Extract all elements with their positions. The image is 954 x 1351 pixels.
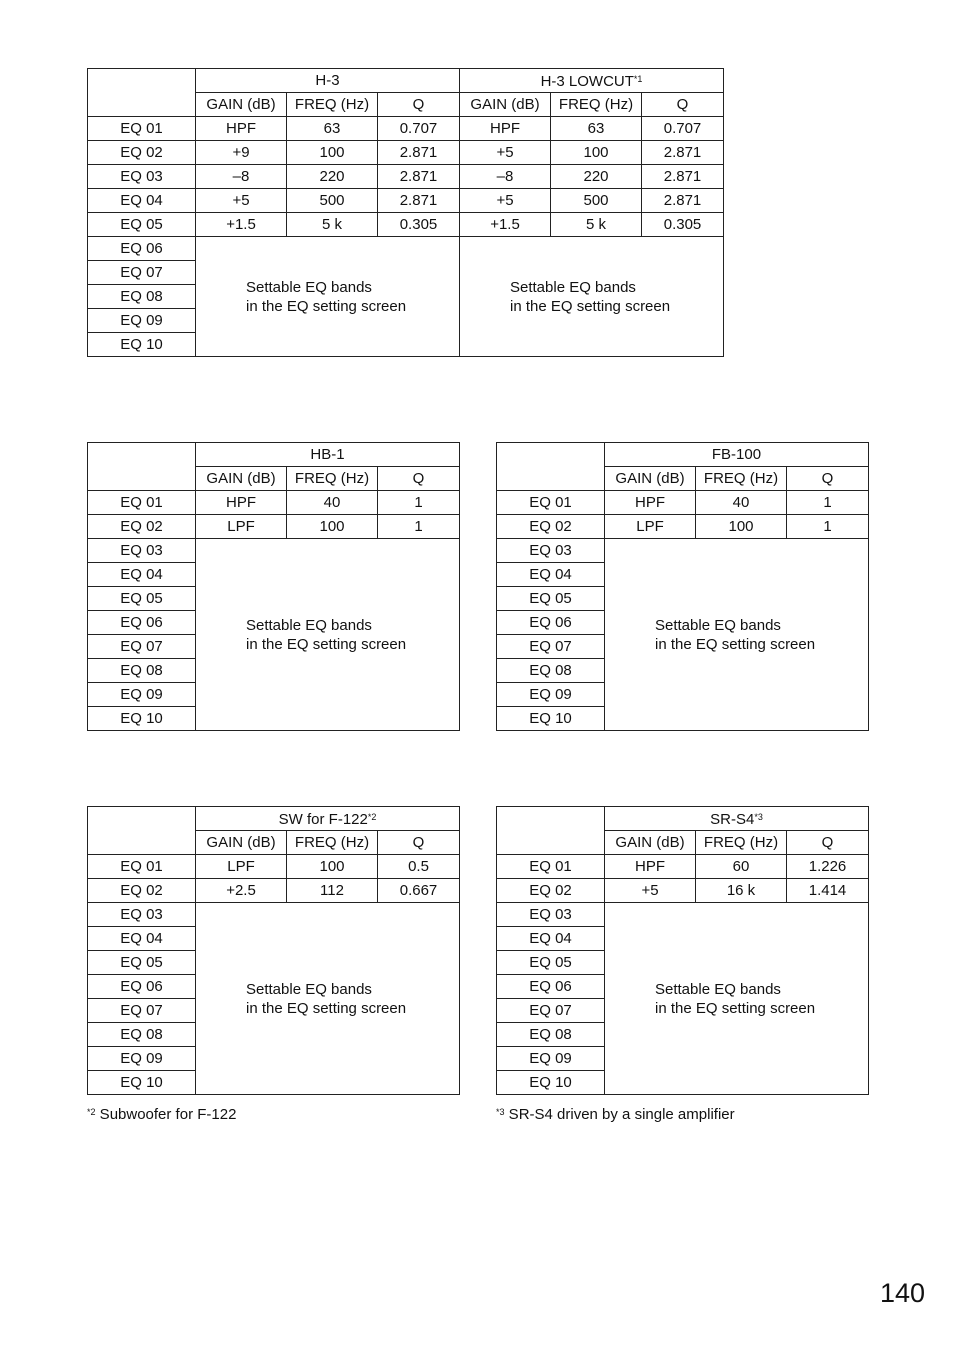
- model-title-h3-lowcut: [460, 69, 724, 93]
- cell-value: 1: [787, 515, 869, 539]
- sw-f122-eq-table: [87, 806, 460, 1095]
- model-title-h3-text: H-3: [315, 71, 340, 89]
- model-title-sw-mark: *2: [367, 812, 377, 822]
- row-label: EQ 04: [497, 563, 605, 587]
- cell-value: 220: [287, 165, 378, 189]
- column-header-freq: FREQ (Hz): [287, 831, 378, 855]
- title-row: [88, 443, 460, 467]
- settable-line-1: Settable EQ bands: [655, 980, 781, 998]
- row-label: EQ 08: [497, 1023, 605, 1047]
- row-label: EQ 03: [88, 903, 196, 927]
- row-label: EQ 06: [497, 611, 605, 635]
- cell-value: LPF: [196, 855, 287, 879]
- cell-value: 5 k: [551, 213, 642, 237]
- settable-line-1: Settable EQ bands: [655, 616, 781, 634]
- cell-value: 1: [787, 491, 869, 515]
- row-label: EQ 02: [88, 879, 196, 903]
- model-title-hb1-text: HB-1: [310, 445, 345, 463]
- cell-value: 112: [287, 879, 378, 903]
- row-label: EQ 04: [88, 563, 196, 587]
- row-label: EQ 01: [497, 491, 605, 515]
- column-header-freq: FREQ (Hz): [551, 93, 642, 117]
- column-header-q: Q: [378, 831, 460, 855]
- row-label: EQ 02: [88, 515, 196, 539]
- row-label: EQ 02: [497, 879, 605, 903]
- row-label: EQ 07: [497, 999, 605, 1023]
- title-row: [88, 69, 724, 93]
- table-row: [497, 491, 869, 515]
- row-label: EQ 10: [497, 1071, 605, 1095]
- footnote-2-text: Subwoofer for F-122: [95, 1106, 237, 1123]
- settable-line-1: Settable EQ bands: [246, 980, 372, 998]
- cell-value: LPF: [196, 515, 287, 539]
- column-header-q: Q: [642, 93, 724, 117]
- footnote-2: [87, 1106, 236, 1123]
- row-label: EQ 09: [88, 1047, 196, 1071]
- settable-bands-note: [196, 237, 460, 357]
- table-row: [88, 903, 460, 927]
- cell-value: 40: [696, 491, 787, 515]
- table-row: [88, 855, 460, 879]
- row-label: EQ 05: [88, 951, 196, 975]
- cell-value: 0.305: [642, 213, 724, 237]
- column-header-q: Q: [787, 467, 869, 491]
- cell-value: +9: [196, 141, 287, 165]
- h3-eq-table: [87, 68, 724, 357]
- row-label: EQ 03: [88, 165, 196, 189]
- cell-value: +1.5: [460, 213, 551, 237]
- footnote-3-mark: *3: [496, 1107, 505, 1117]
- model-title-h3-lowcut-mark: *1: [633, 74, 643, 84]
- fb100-eq-table: [496, 442, 869, 731]
- row-label: EQ 06: [497, 975, 605, 999]
- cell-value: 100: [287, 855, 378, 879]
- row-label: EQ 10: [88, 1071, 196, 1095]
- table-row: [88, 165, 724, 189]
- cell-value: 100: [696, 515, 787, 539]
- table-row: [88, 141, 724, 165]
- settable-bands-note: [196, 903, 460, 1095]
- row-label: EQ 05: [497, 951, 605, 975]
- table-row: [88, 189, 724, 213]
- table-row: [88, 117, 724, 141]
- cell-value: 16 k: [696, 879, 787, 903]
- cell-value: +1.5: [196, 213, 287, 237]
- row-label: EQ 03: [497, 539, 605, 563]
- model-title-srs4-mark: *3: [754, 812, 763, 822]
- cell-value: 500: [551, 189, 642, 213]
- cell-value: 0.707: [642, 117, 724, 141]
- row-label: EQ 05: [88, 587, 196, 611]
- row-label: EQ 08: [88, 285, 196, 309]
- row-label: EQ 04: [497, 927, 605, 951]
- row-label: EQ 02: [88, 141, 196, 165]
- model-title-srs4: [605, 807, 869, 831]
- table-row: [88, 491, 460, 515]
- footnote-3: [496, 1106, 735, 1123]
- cell-value: –8: [460, 165, 551, 189]
- row-label: EQ 10: [88, 333, 196, 357]
- column-header-gain: GAIN (dB): [196, 467, 287, 491]
- table-row: [88, 213, 724, 237]
- cell-value: HPF: [605, 855, 696, 879]
- column-header-gain: GAIN (dB): [605, 831, 696, 855]
- column-header-q: Q: [378, 467, 460, 491]
- cell-value: +5: [605, 879, 696, 903]
- cell-value: 1.226: [787, 855, 869, 879]
- cell-value: 5 k: [287, 213, 378, 237]
- model-title-fb100: [605, 443, 869, 467]
- row-label: EQ 07: [88, 635, 196, 659]
- model-title-sw: [196, 807, 460, 831]
- row-label: EQ 02: [497, 515, 605, 539]
- corner-cell: [88, 69, 196, 117]
- row-label: EQ 01: [88, 117, 196, 141]
- column-header-freq: FREQ (Hz): [287, 93, 378, 117]
- table-row: [497, 903, 869, 927]
- settable-line-2: in the EQ setting screen: [246, 297, 407, 315]
- model-title-h3-lowcut-text: H-3 LOWCUT: [540, 73, 634, 90]
- row-label: EQ 04: [88, 927, 196, 951]
- row-label: EQ 04: [88, 189, 196, 213]
- settable-line-1: Settable EQ bands: [510, 278, 636, 296]
- cell-value: 1: [378, 515, 460, 539]
- cell-value: 0.667: [378, 879, 460, 903]
- column-header-gain: GAIN (dB): [605, 467, 696, 491]
- row-label: EQ 07: [497, 635, 605, 659]
- row-label: EQ 10: [88, 707, 196, 731]
- cell-value: 1: [378, 491, 460, 515]
- settable-line-1: Settable EQ bands: [246, 616, 372, 634]
- settable-bands-note: [196, 539, 460, 731]
- cell-value: 60: [696, 855, 787, 879]
- row-label: EQ 08: [88, 659, 196, 683]
- settable-line-2: in the EQ setting screen: [246, 635, 407, 653]
- column-header-freq: FREQ (Hz): [696, 467, 787, 491]
- page-number: 140: [879, 1278, 925, 1308]
- cell-value: HPF: [196, 491, 287, 515]
- model-title-sw-text: SW for F-122: [278, 811, 368, 828]
- row-label: EQ 05: [88, 213, 196, 237]
- row-label: EQ 01: [497, 855, 605, 879]
- row-label: EQ 05: [497, 587, 605, 611]
- cell-value: 100: [551, 141, 642, 165]
- column-header-gain: GAIN (dB): [460, 93, 551, 117]
- row-label: EQ 08: [497, 659, 605, 683]
- column-header-q: Q: [378, 93, 460, 117]
- title-row: [497, 443, 869, 467]
- row-label: EQ 01: [88, 491, 196, 515]
- cell-value: 63: [551, 117, 642, 141]
- cell-value: 100: [287, 141, 378, 165]
- column-header-gain: GAIN (dB): [196, 93, 287, 117]
- title-row: [497, 807, 869, 831]
- cell-value: 2.871: [642, 189, 724, 213]
- table-row: [497, 879, 869, 903]
- cell-value: 500: [287, 189, 378, 213]
- settable-line-2: in the EQ setting screen: [510, 297, 671, 315]
- cell-value: 0.5: [378, 855, 460, 879]
- footnote-3-text: SR-S4 driven by a single amplifier: [504, 1106, 735, 1123]
- column-header-freq: FREQ (Hz): [287, 467, 378, 491]
- cell-value: 2.871: [378, 165, 460, 189]
- row-label: EQ 08: [88, 1023, 196, 1047]
- row-label: EQ 07: [88, 999, 196, 1023]
- hb1-eq-table: [87, 442, 460, 731]
- row-label: EQ 06: [88, 611, 196, 635]
- cell-value: 1.414: [787, 879, 869, 903]
- row-label: EQ 06: [88, 975, 196, 999]
- cell-value: 0.707: [378, 117, 460, 141]
- table-row: [88, 237, 724, 261]
- corner-cell: [88, 807, 196, 855]
- cell-value: 40: [287, 491, 378, 515]
- column-header-q: Q: [787, 831, 869, 855]
- footnote-2-mark: *2: [87, 1107, 96, 1117]
- settable-bands-note: [605, 903, 869, 1095]
- table-row: [497, 539, 869, 563]
- row-label: EQ 01: [88, 855, 196, 879]
- settable-line-2: in the EQ setting screen: [655, 999, 816, 1017]
- cell-value: +5: [460, 141, 551, 165]
- cell-value: –8: [196, 165, 287, 189]
- settable-line-1: Settable EQ bands: [246, 278, 372, 296]
- cell-value: 2.871: [378, 141, 460, 165]
- cell-value: LPF: [605, 515, 696, 539]
- row-label: EQ 09: [497, 683, 605, 707]
- table-row: [497, 855, 869, 879]
- cell-value: HPF: [460, 117, 551, 141]
- cell-value: HPF: [196, 117, 287, 141]
- cell-value: +2.5: [196, 879, 287, 903]
- table-row: [497, 515, 869, 539]
- cell-value: 2.871: [642, 141, 724, 165]
- model-title-hb1: [196, 443, 460, 467]
- cell-value: +5: [196, 189, 287, 213]
- settable-line-2: in the EQ setting screen: [246, 999, 407, 1017]
- model-title-h3: [196, 69, 460, 93]
- corner-cell: [497, 807, 605, 855]
- model-title-srs4-text: SR-S4: [710, 811, 755, 828]
- settable-line-2: in the EQ setting screen: [655, 635, 816, 653]
- corner-cell: [497, 443, 605, 491]
- cell-value: 2.871: [642, 165, 724, 189]
- row-label: EQ 03: [497, 903, 605, 927]
- settable-bands-note: [605, 539, 869, 731]
- row-label: EQ 10: [497, 707, 605, 731]
- cell-value: HPF: [605, 491, 696, 515]
- cell-value: 100: [287, 515, 378, 539]
- row-label: EQ 09: [88, 683, 196, 707]
- row-label: EQ 07: [88, 261, 196, 285]
- cell-value: 63: [287, 117, 378, 141]
- row-label: EQ 06: [88, 237, 196, 261]
- cell-value: +5: [460, 189, 551, 213]
- table-row: [88, 515, 460, 539]
- model-title-fb100-text: FB-100: [711, 445, 762, 463]
- row-label: EQ 09: [88, 309, 196, 333]
- row-label: EQ 09: [497, 1047, 605, 1071]
- row-label: EQ 03: [88, 539, 196, 563]
- title-row: [88, 807, 460, 831]
- corner-cell: [88, 443, 196, 491]
- column-header-gain: GAIN (dB): [196, 831, 287, 855]
- cell-value: 2.871: [378, 189, 460, 213]
- cell-value: 220: [551, 165, 642, 189]
- srs4-eq-table: [496, 806, 869, 1095]
- cell-value: 0.305: [378, 213, 460, 237]
- table-row: [88, 539, 460, 563]
- column-header-freq: FREQ (Hz): [696, 831, 787, 855]
- table-row: [88, 879, 460, 903]
- settable-bands-note: [460, 237, 724, 357]
